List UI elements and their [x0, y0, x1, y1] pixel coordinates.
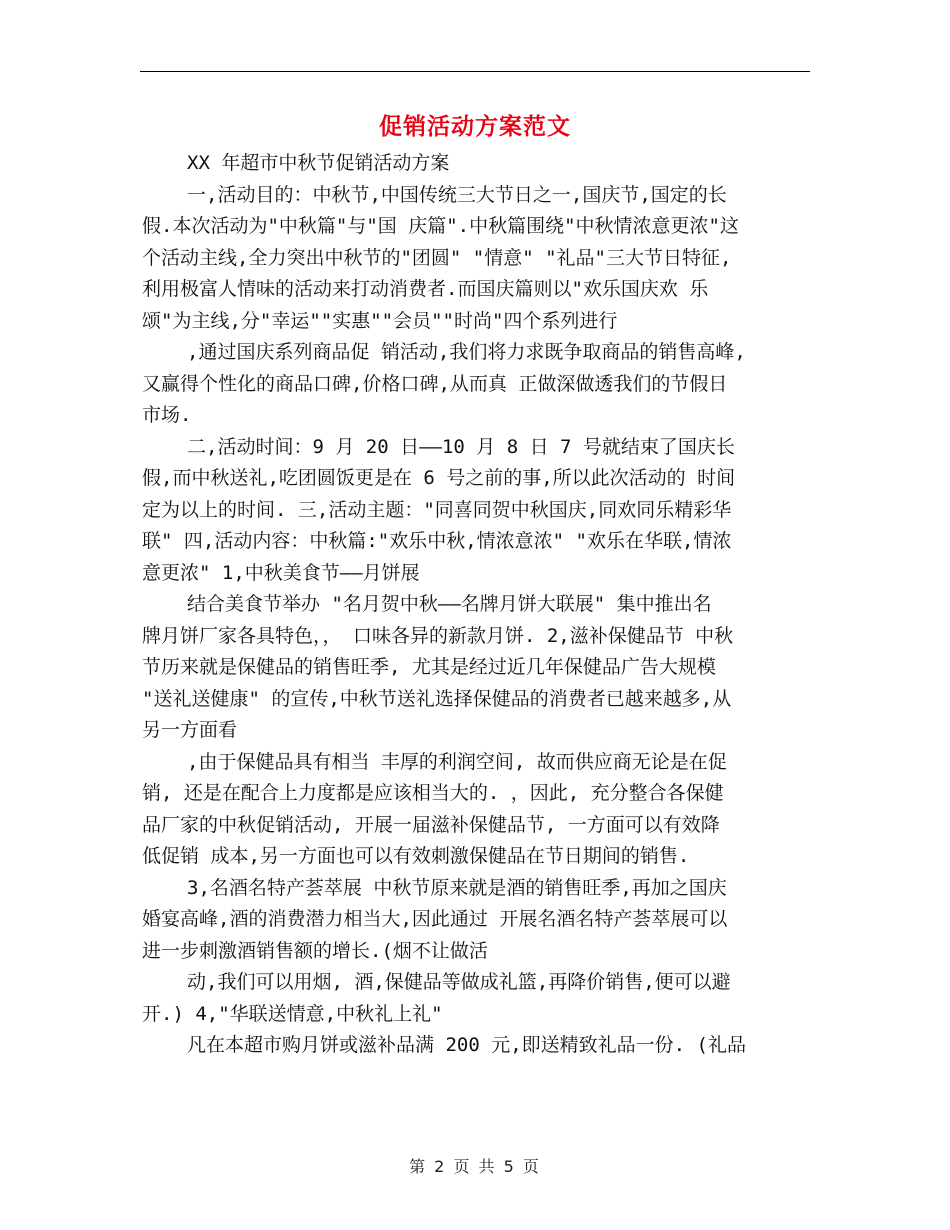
page-number-footer: 第 2 页 共 5 页 — [409, 1157, 541, 1176]
document-body — [142, 148, 814, 1062]
paragraph-line: 开.) 4,"华联送情意,中秋礼上礼" — [142, 1002, 443, 1025]
paragraph-line: 进一步刺激酒销售额的增长.(烟不让做活 — [142, 939, 488, 962]
paragraph-line: 假,而中秋送礼,吃团圆饭更是在 6 号之前的事,所以此次活动的 时间 — [142, 467, 736, 489]
paragraph-line: 另一方面看 — [142, 719, 238, 741]
paragraph-line: 市场. — [142, 404, 192, 426]
paragraph-line: 联" 四,活动内容：中秋篇:"欢乐中秋,情浓意浓" "欢乐在华联,情浓 — [142, 530, 732, 552]
paragraph-line: "送礼送健康" 的宣传,中秋节送礼选择保健品的消费者已越来越多,从 — [142, 687, 732, 710]
paragraph-line: 颂"为主线,分"幸运""实惠""会员""时尚"四个系列进行 — [142, 309, 618, 332]
paragraph-line: ,通过国庆系列商品促 销活动,我们将力求既争取商品的销售高峰, — [187, 341, 746, 363]
paragraph-line: 结合美食节举办 "名月贺中秋——名牌月饼大联展" 集中推出名 — [187, 593, 712, 615]
paragraph-line: 品厂家的中秋促销活动, 开展一届滋补保健品节, 一方面可以有效降 — [142, 813, 720, 836]
paragraph-line: 一,活动目的：中秋节,中国传统三大节日之一,国庆节,国定的长 — [187, 183, 727, 206]
paragraph-line: 定为以上的时间. 三,活动主题："同喜同贺中秋国庆,同欢同乐精彩华 — [142, 498, 732, 521]
paragraph-line: 动,我们可以用烟, 酒,保健品等做成礼篮,再降价销售,便可以避 — [187, 971, 731, 993]
paragraph-line: 婚宴高峰,酒的消费潜力相当大,因此通过 开展名酒名特产荟萃展可以 — [142, 908, 728, 930]
document-title: 促销活动方案范文 — [379, 114, 571, 140]
paragraph-line: 牌月饼厂家各具特色，， 口味各异的新款月饼. 2,滋补保健品节 中秋 — [142, 624, 734, 647]
paragraph-line: 个活动主线,全力突出中秋节的"团圆" "情意" "礼品"三大节日特征, — [142, 246, 732, 269]
paragraph-line: 又赢得个性化的商品口碑,价格口碑,从而真 正做深做透我们的节假日 — [142, 372, 728, 395]
header-rule — [140, 71, 810, 72]
paragraph-line: 节历来就是保健品的销售旺季, 尤其是经过近几年保健品广告大规模 — [142, 656, 716, 678]
paragraph-line: 凡在本超市购月饼或滋补品满 200 元,即送精致礼品一份. (礼品 — [187, 1034, 746, 1056]
paragraph-line: 利用极富人情味的活动来打动消费者.而国庆篇则以"欢乐国庆欢 乐 — [142, 278, 709, 300]
paragraph-line: 假.本次活动为"中秋篇"与"国 庆篇".中秋篇围绕"中秋情浓意更浓"这 — [142, 215, 739, 237]
paragraph-line: 低促销 成本,另一方面也可以有效刺激保健品在节日期间的销售. — [142, 845, 690, 867]
paragraph-line: ,由于保健品具有相当 丰厚的利润空间, 故而供应商无论是在促 — [187, 750, 727, 773]
paragraph-line: 意更浓" 1,中秋美食节——月饼展 — [142, 561, 420, 584]
paragraph-line: XX 年超市中秋节促销活动方案 — [187, 152, 450, 174]
paragraph-line: 3,名酒名特产荟萃展 中秋节原来就是酒的销售旺季,再加之国庆 — [187, 876, 727, 899]
paragraph-line: 销, 还是在配合上力度都是应该相当大的. ，因此, 充分整合各保健 — [142, 782, 724, 804]
paragraph-line: 二,活动时间：9 月 20 日——10 月 8 日 7 号就结束了国庆长 — [187, 435, 735, 458]
